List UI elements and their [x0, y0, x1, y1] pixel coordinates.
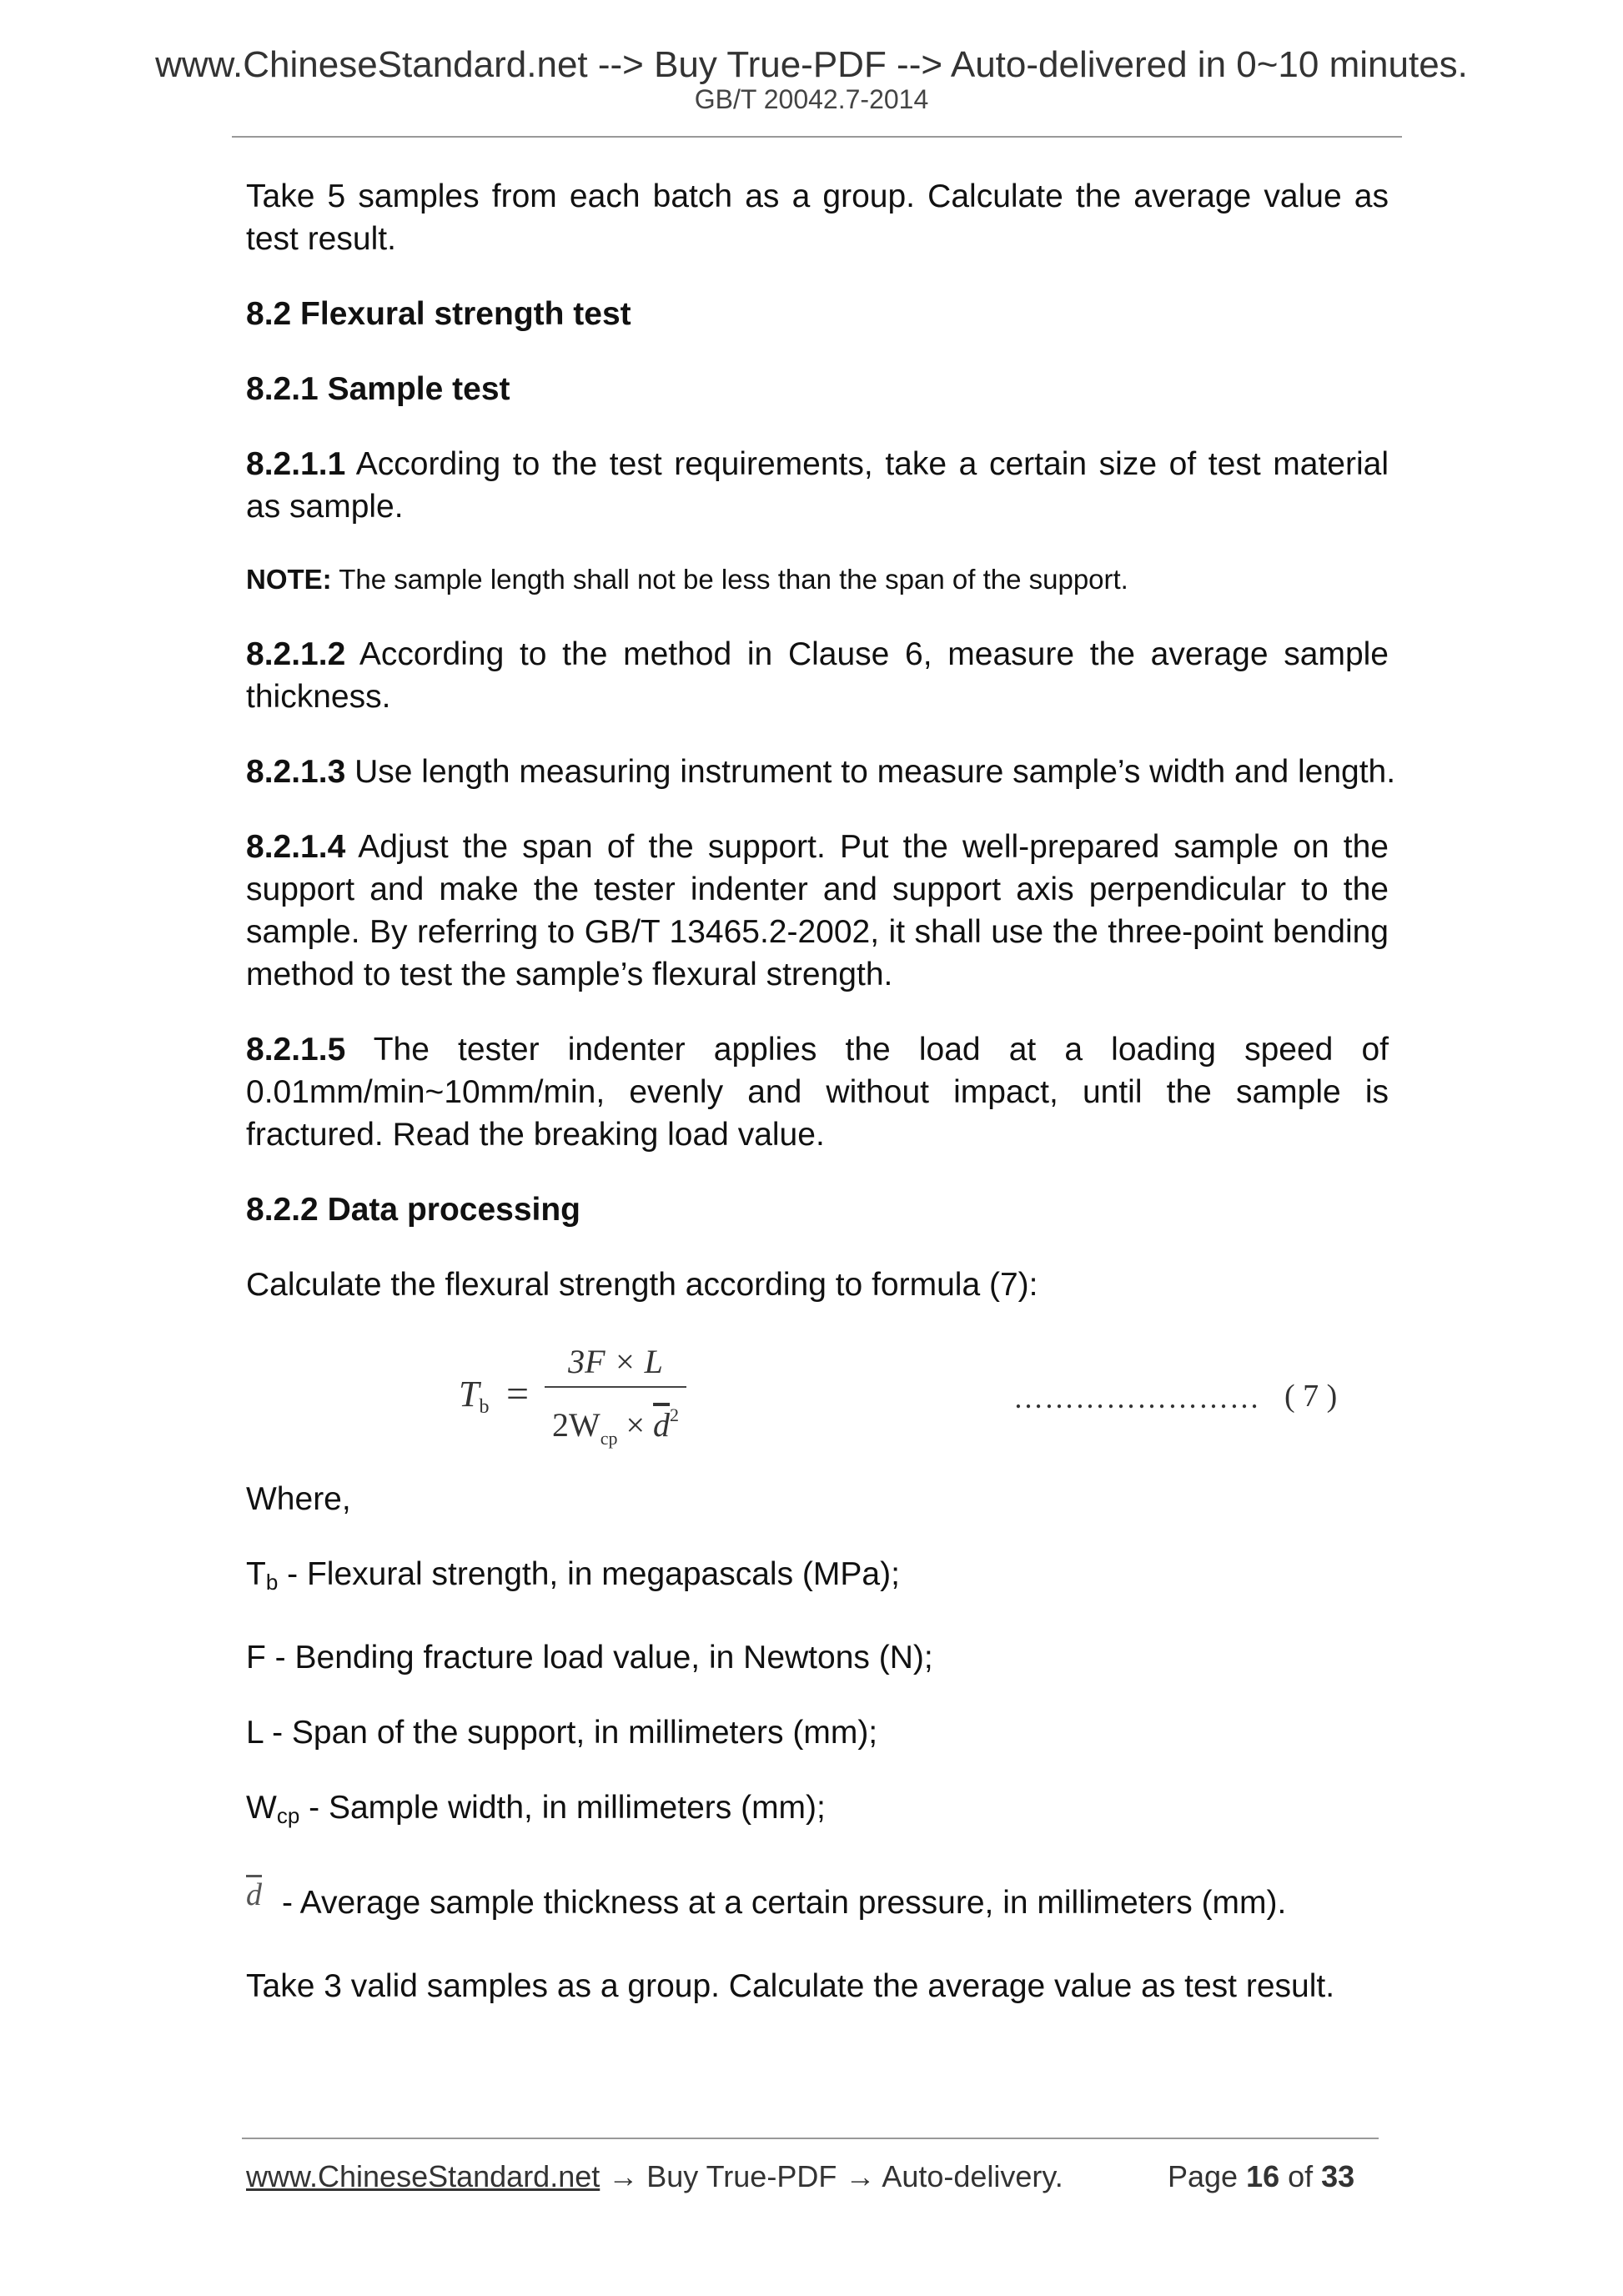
clause-number: 8.2.1.4 — [246, 829, 346, 865]
note-paragraph — [246, 561, 1389, 598]
header-divider — [232, 136, 1402, 138]
definition-subscript: b — [265, 1570, 279, 1595]
definition-item — [246, 1874, 1389, 1924]
clause-8-2-1-5 — [246, 1028, 1389, 1156]
fraction-bar — [545, 1386, 686, 1388]
clause-8-2-1-2 — [246, 633, 1389, 718]
clause-text: According to the method in Clause 6, measure the average sample thickness. — [246, 636, 1389, 715]
formula-numerator: 3F × L — [568, 1343, 663, 1380]
section-heading-8-2: 8.2 Flexural strength test — [246, 296, 631, 332]
den-subscript: cp — [600, 1428, 618, 1449]
footer-left — [246, 2158, 1063, 2195]
definition-symbol: F — [246, 1640, 266, 1676]
den-times: × — [617, 1406, 654, 1444]
header-banner: www.ChineseStandard.net --> Buy True-PDF --> Auto-delivered in 0~10 minutes. — [155, 44, 1468, 85]
definition-symbol: $\overline{d}$ — [246, 1877, 262, 1912]
clause-number: 8.2.1.5 — [246, 1032, 346, 1068]
clause-text: Use length measuring instrument to measure sample’s width and length. — [345, 754, 1396, 790]
definition-symbol: W — [246, 1790, 277, 1826]
clause-8-2-1-1 — [246, 443, 1389, 528]
den-coefficient: 2W — [551, 1406, 600, 1444]
definition-item — [246, 1636, 1389, 1679]
definition-text: - Bending fracture load value, in Newtons (N); — [265, 1640, 933, 1676]
den-superscript: 2 — [670, 1404, 680, 1425]
footer-site-link[interactable]: www.ChineseStandard.net — [246, 2159, 600, 2193]
page-of-label: of — [1279, 2159, 1322, 2193]
formula-lhs — [459, 1373, 489, 1429]
definition-symbol: T — [246, 1556, 266, 1592]
calculation-intro: Calculate the flexural strength according to formula (7): — [246, 1267, 1038, 1303]
clause-text: Adjust the span of the support. Put the well-prepared sample on the support and make the tester indenter and support axis perpendicular to the sample. By referring to GB/T 13465.2-2002, it shall use the three-point bending method to test the sample’s flexural strength. — [246, 829, 1389, 992]
formula-fraction — [545, 1339, 686, 1461]
clause-number: 8.2.1.2 — [246, 636, 346, 672]
page-label: Page — [1168, 2159, 1247, 2193]
definition-text: - Flexural strength, in megapascals (MPa); — [278, 1556, 900, 1592]
formula-denominator — [545, 1393, 686, 1461]
definition-item — [246, 1711, 1389, 1754]
note-label: NOTE: — [246, 564, 332, 595]
clause-text: The tester indenter applies the load at a loading speed of 0.01mm/min~10mm/min, evenly and without impact, until the sample is fractured. Read the breaking load value. — [246, 1032, 1389, 1153]
intro-paragraph: Take 5 samples from each batch as a group. Calculate the average value as test result. — [246, 178, 1389, 257]
page-indicator — [1168, 2158, 1354, 2195]
page-number: 16 — [1246, 2159, 1280, 2193]
section-heading-8-2-2: 8.2.2 Data processing — [246, 1192, 581, 1228]
page-total: 33 — [1321, 2159, 1355, 2193]
den-variable: $\overline{d}$ — [653, 1406, 671, 1444]
formula-equals: = — [506, 1372, 530, 1416]
note-text: The sample length shall not be less than the span of the support. — [331, 564, 1128, 595]
formula-lhs-subscript: b — [479, 1396, 490, 1418]
formula-leader-dots: …………………… — [1013, 1381, 1260, 1414]
clause-8-2-1-4 — [246, 826, 1389, 996]
clause-number: 8.2.1.3 — [246, 754, 346, 790]
formula-lhs-symbol: T — [459, 1374, 480, 1414]
clause-8-2-1-3 — [246, 751, 1396, 793]
definition-text: - Sample width, in millimeters (mm); — [299, 1790, 826, 1826]
clause-number: 8.2.1.1 — [246, 446, 346, 482]
formula-7 — [246, 1339, 1389, 1465]
definition-text: - Span of the support, in millimeters (mm); — [263, 1715, 878, 1751]
clause-text: According to the test requirements, take a certain size of test material as sample. — [246, 446, 1389, 525]
final-paragraph: Take 3 valid samples as a group. Calculate the average value as test result. — [246, 1968, 1335, 2004]
section-heading-8-2-1: 8.2.1 Sample test — [246, 371, 510, 407]
standard-number: GB/T 20042.7-2014 — [694, 84, 929, 114]
definition-item — [246, 1786, 1389, 1837]
footer-divider — [242, 2138, 1379, 2139]
definition-subscript: cp — [276, 1803, 300, 1828]
where-label: Where, — [246, 1481, 351, 1517]
footer-tagline: → Buy True-PDF → Auto-delivery. — [600, 2159, 1063, 2193]
definition-text: - Average sample thickness at a certain pressure, in millimeters (mm). — [282, 1885, 1287, 1921]
definition-symbol: L — [246, 1715, 264, 1751]
formula-number: ( 7 ) — [1284, 1379, 1338, 1414]
definition-item — [246, 1553, 1389, 1604]
page-body — [246, 175, 1396, 2007]
